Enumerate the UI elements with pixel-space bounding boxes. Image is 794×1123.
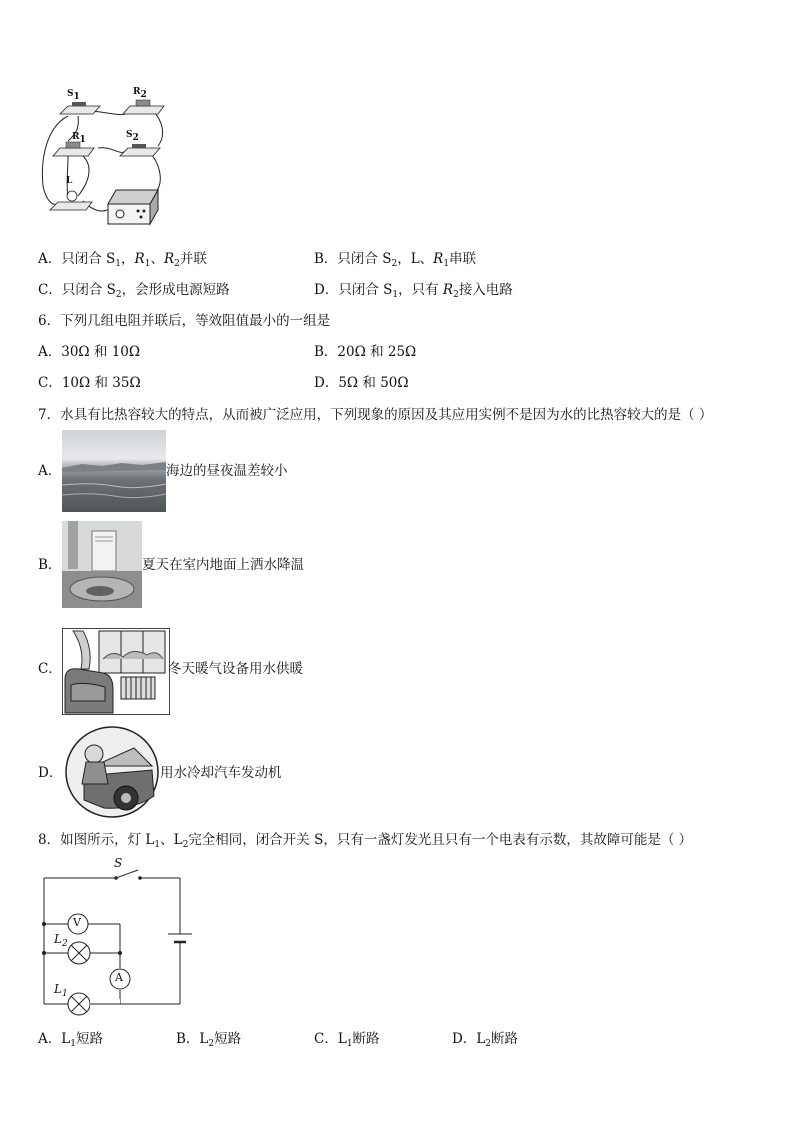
- radiator-illustration: [62, 628, 170, 715]
- q6-option-c: C．10Ω 和 35Ω: [38, 375, 141, 391]
- q5-option-b: B．只闭合 $S_2$，L、$R_1$串联: [314, 251, 477, 269]
- lamp-l1-symbol: [68, 993, 90, 1015]
- label-r1: $R_1$: [72, 132, 86, 145]
- q5-option-d: D．只闭合 $S_1$，只有 $R_2$接入电路: [314, 282, 513, 300]
- s2-switch: [132, 144, 146, 148]
- q7-option-a-letter: A．: [38, 463, 62, 479]
- label-voltmeter: V: [73, 916, 81, 929]
- r2-board: [123, 106, 164, 114]
- q5-option-c: C．只闭合 $S_2$，会形成电源短路: [38, 282, 230, 300]
- label-switch-s: S: [114, 856, 123, 870]
- power-supply-front: [108, 204, 150, 224]
- lamp-bulb: [67, 191, 77, 201]
- label-l1: $L_1$: [54, 982, 68, 999]
- q8-option-a: A．$L_1$短路: [38, 1031, 103, 1049]
- power-supply-top: [108, 190, 158, 204]
- q5-circuit-drawing: [38, 86, 168, 226]
- q7-option-b-caption: 夏天在室内地面上洒水降温: [142, 557, 304, 573]
- q7-option-c-letter: C．: [38, 661, 62, 677]
- s2-board: [120, 148, 160, 156]
- label-lamp: L: [66, 176, 73, 186]
- s1-switch: [72, 102, 86, 106]
- q8-option-b: B．$L_2$短路: [176, 1031, 242, 1049]
- label-s2: $S_2$: [126, 130, 139, 143]
- q7-option-a-caption: 海边的昼夜温差较小: [166, 463, 288, 479]
- car-engine-illustration: [64, 726, 160, 818]
- s1-board: [60, 106, 100, 114]
- label-l2: $L_2$: [54, 932, 68, 949]
- seaside-photo: [62, 430, 166, 512]
- q6-stem: 6．下列几组电阻并联后，等效阻值最小的一组是: [38, 313, 331, 329]
- power-knob: [116, 210, 124, 218]
- q7-option-b-letter: B．: [38, 557, 62, 573]
- label-s1: $S_1$: [67, 89, 80, 102]
- q6-option-d: D．5Ω 和 50Ω: [314, 375, 409, 391]
- q8-stem: 8．如图所示，灯 $L_1$、$L_2$完全相同，闭合开关 S，只有一盏灯发光且只有一个电表有示数，其故障可能是（ ）: [38, 832, 693, 850]
- q5-option-a: A．只闭合 $S_1$，$R_1$、$R_2$并联: [38, 251, 207, 269]
- q7-option-c-caption: 冬天暖气设备用水供暖: [168, 661, 303, 677]
- label-ammeter: A: [115, 971, 123, 984]
- q8-circuit-figure: [38, 856, 198, 1016]
- label-r2: $R_2$: [133, 87, 147, 100]
- q6-option-b: B．20Ω 和 25Ω: [314, 344, 417, 360]
- lamp-l2-symbol: [68, 942, 90, 964]
- q6-option-a: A．30Ω 和 10Ω: [38, 344, 141, 360]
- indoor-cooling-photo: [62, 521, 142, 608]
- q5-circuit-figure: [38, 86, 168, 226]
- q7-option-d-caption: 用水冷却汽车发动机: [160, 765, 282, 781]
- q8-option-c: C．$L_1$断路: [314, 1031, 380, 1049]
- r2-coil: [136, 100, 150, 106]
- q7-option-d-letter: D．: [38, 765, 63, 781]
- q7-stem: 7．水具有比热容较大的特点，从而被广泛应用，下列现象的原因及其应用实例不是因为水的比热容较大的是（ ）: [38, 407, 713, 423]
- r1-board: [53, 148, 94, 156]
- q8-option-d: D．$L_2$断路: [452, 1031, 519, 1049]
- lamp-board: [50, 202, 92, 210]
